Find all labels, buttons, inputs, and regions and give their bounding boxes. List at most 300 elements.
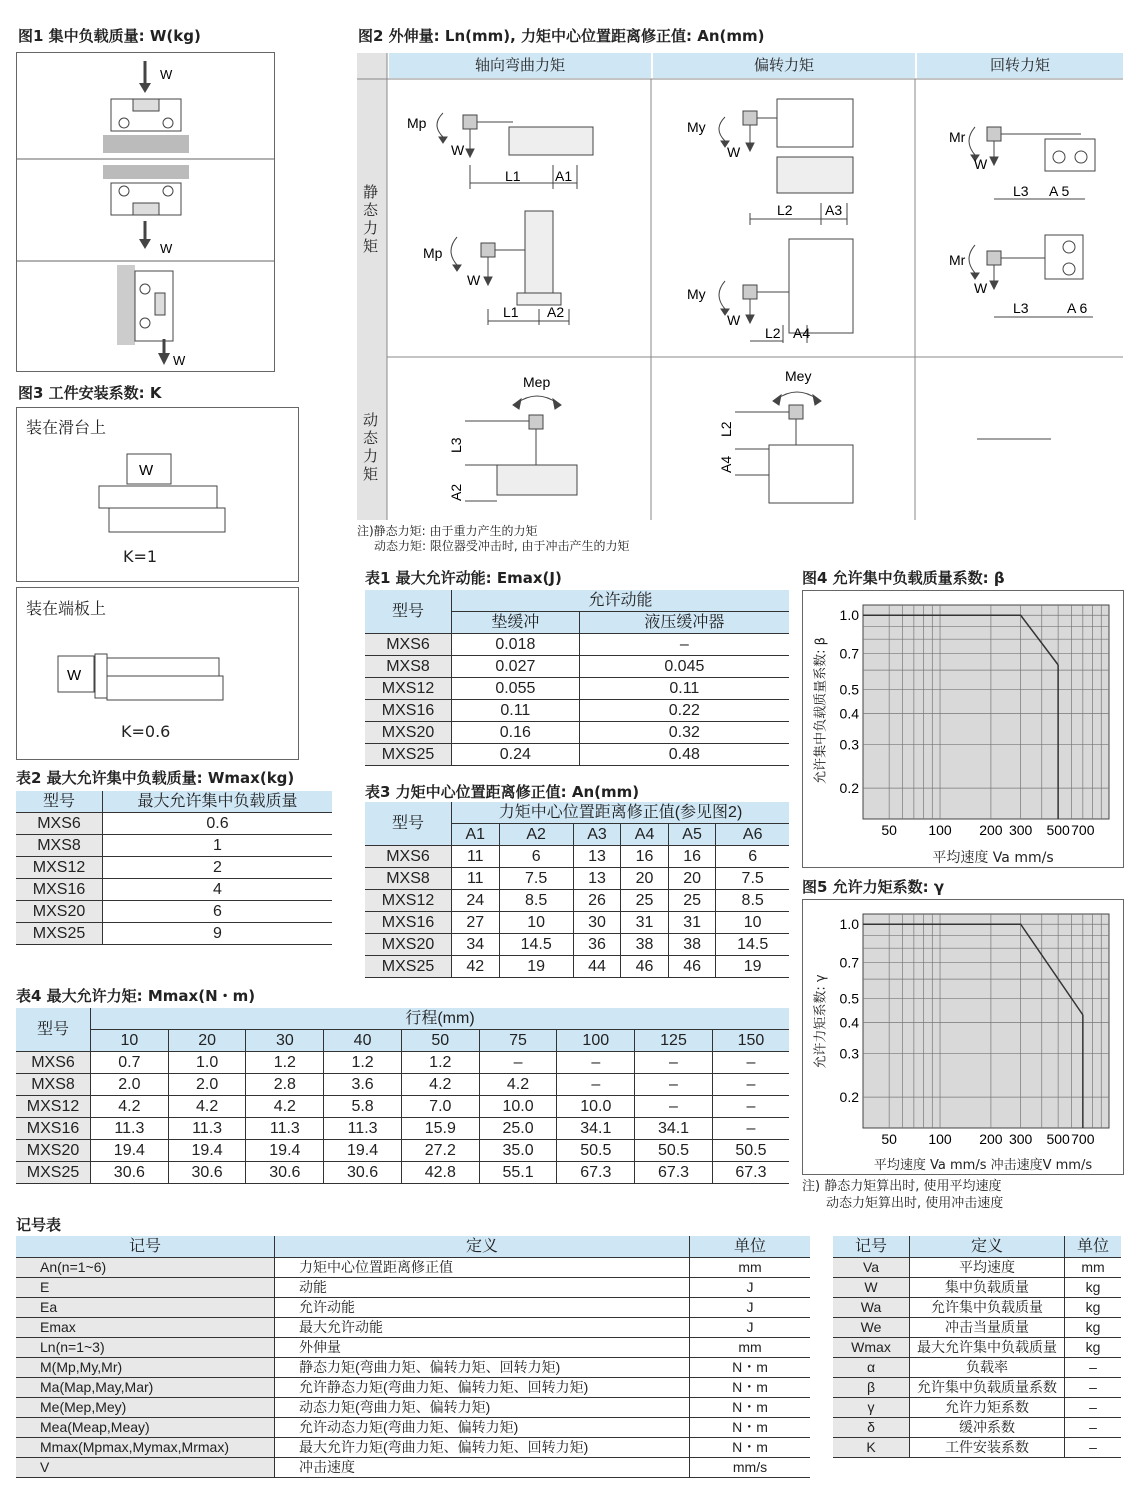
fig2-diagrams <box>357 53 1123 520</box>
fig4-xlabel: 平均速度 Va mm/s <box>932 850 1054 866</box>
fig2-l1-label: L1 <box>505 168 521 184</box>
table4-value-cell: 4.2 <box>168 1096 246 1118</box>
unit-cell: mm <box>1065 1258 1122 1278</box>
definition-cell: 集中负载质量 <box>910 1278 1065 1298</box>
table3-value-cell: 16 <box>668 846 716 868</box>
table1-value-cell: 0.22 <box>579 700 789 722</box>
x-tick-label: 500 <box>1046 822 1070 838</box>
symbols-table <box>16 1236 810 1478</box>
table1 <box>365 590 789 766</box>
table4-value-cell: – <box>712 1074 789 1096</box>
definition-cell: 允许集中负载质量 <box>910 1298 1065 1318</box>
table4-value-cell: 67.3 <box>557 1162 635 1184</box>
fig2-row-dynamic: 动态力矩 <box>363 411 379 483</box>
svg-text:A4: A4 <box>718 455 734 473</box>
fig5-chart <box>803 900 1123 1174</box>
table4-row <box>16 1052 789 1074</box>
table4-col-header: 125 <box>635 1030 713 1052</box>
y-tick-label: 0.7 <box>839 645 859 662</box>
y-tick-label: 0.4 <box>839 705 859 722</box>
fig4-ylabel: 允许集中负载质量系数: β <box>813 637 829 784</box>
symbol-cell: γ <box>833 1398 910 1418</box>
table1-value-cell: 0.018 <box>452 634 580 656</box>
table1-model-cell: MXS12 <box>365 678 452 700</box>
table3-value-cell: 13 <box>573 846 621 868</box>
symbol-row <box>833 1418 1121 1438</box>
table4-value-cell: – <box>479 1052 557 1074</box>
fig5-note-2: 动态力矩算出时, 使用冲击速度 <box>826 1196 1004 1211</box>
table4-value-cell: – <box>557 1052 635 1074</box>
fig4-title: 图4 允许集中负载质量系数: β <box>802 569 1005 587</box>
table4-value-cell: 10.0 <box>479 1096 557 1118</box>
fig2-title: 图2 外伸量: Ln(mm), 力矩中心位置距离修正值: An(mm) <box>358 27 765 45</box>
table2-title: 表2 最大允许集中负载质量: Wmax(kg) <box>16 769 295 787</box>
x-tick-label: 100 <box>928 822 952 838</box>
fig2-a2-label: A2 <box>547 304 565 320</box>
symbols-h-def: 定义 <box>275 1236 690 1258</box>
table3-value-cell: 10 <box>499 912 573 934</box>
table3-value-cell: 19 <box>499 956 573 978</box>
table3-model-cell: MXS20 <box>365 934 452 956</box>
unit-cell: kg <box>1065 1298 1122 1318</box>
svg-text:L2: L2 <box>718 421 734 437</box>
table3-value-cell: 6 <box>716 846 789 868</box>
symbol-cell: Mea(Meap,Meay) <box>16 1418 275 1438</box>
fig3-slide-diagram <box>17 448 298 548</box>
definition-cell: 最大允许动能 <box>275 1318 690 1338</box>
table3-value-cell: 34 <box>452 934 500 956</box>
table3-value-cell: 16 <box>621 846 669 868</box>
table2-row <box>16 813 332 835</box>
definition-cell: 工件安装系数 <box>910 1438 1065 1458</box>
table2-row <box>16 901 332 923</box>
table3-value-cell: 19 <box>716 956 789 978</box>
symbol-cell: K <box>833 1438 910 1458</box>
fig2-mp-label: Mp <box>407 115 427 131</box>
table1-model-cell: MXS20 <box>365 722 452 744</box>
unit-cell: N・m <box>690 1438 811 1458</box>
definition-cell: 力矩中心位置距离修正值 <box>275 1258 690 1278</box>
table2-model-cell: MXS12 <box>16 857 103 879</box>
definition-cell: 冲击速度 <box>275 1458 690 1478</box>
svg-text:W: W <box>173 353 186 368</box>
y-tick-label: 0.2 <box>839 1089 859 1106</box>
symbol-cell: Emax <box>16 1318 275 1338</box>
table3-row <box>365 912 789 934</box>
fig1-w-label: W <box>160 67 173 82</box>
unit-cell: N・m <box>690 1398 811 1418</box>
table2-h-model: 型号 <box>16 791 103 813</box>
table4-value-cell: 11.3 <box>246 1118 324 1140</box>
table4-value-cell: 1.0 <box>168 1052 246 1074</box>
table4-row <box>16 1162 789 1184</box>
fig2-a5-label: A 5 <box>1049 183 1070 199</box>
definition-cell: 缓冲系数 <box>910 1418 1065 1438</box>
fig5-note-1: 注) 静态力矩算出时, 使用平均速度 <box>802 1179 1002 1194</box>
table3-value-cell: 31 <box>621 912 669 934</box>
table4-value-cell: 3.6 <box>324 1074 402 1096</box>
table1-value-cell: 0.11 <box>579 678 789 700</box>
fig1-diagram <box>17 53 274 371</box>
table2-h-val: 最大允许集中负载质量 <box>103 791 333 813</box>
table3-value-cell: 24 <box>452 890 500 912</box>
table4-model-cell: MXS16 <box>16 1118 91 1140</box>
fig3-plate-label: 装在端板上 <box>26 599 107 618</box>
definition-cell: 允许集中负载质量系数 <box>910 1378 1065 1398</box>
table4-col-header: 10 <box>91 1030 169 1052</box>
fig5-xlabel: 平均速度 Va mm/s 冲击速度V mm/s <box>873 1158 1093 1173</box>
table1-model-cell: MXS25 <box>365 744 452 766</box>
table4-col-header: 50 <box>401 1030 479 1052</box>
table2-row <box>16 923 332 945</box>
table4 <box>16 1008 789 1184</box>
table2-value-cell: 2 <box>103 857 333 879</box>
table2-value-cell: 6 <box>103 901 333 923</box>
table1-value-cell: 0.32 <box>579 722 789 744</box>
symbol-row <box>833 1298 1121 1318</box>
svg-text:W: W <box>467 272 481 288</box>
table4-value-cell: 50.5 <box>635 1140 713 1162</box>
table4-value-cell: – <box>712 1052 789 1074</box>
unit-cell: kg <box>1065 1278 1122 1298</box>
fig3-w-label: W <box>67 667 82 684</box>
fig2-note-static: 注)静态力矩: 由于重力产生的力矩 <box>357 524 538 538</box>
symbol-row <box>16 1298 810 1318</box>
symbols2-h-def: 定义 <box>910 1236 1065 1258</box>
table4-value-cell: 11.3 <box>168 1118 246 1140</box>
fig1-title: 图1 集中负载质量: W(kg) <box>18 27 201 45</box>
table4-value-cell: 19.4 <box>246 1140 324 1162</box>
table3-value-cell: 42 <box>452 956 500 978</box>
x-tick-label: 50 <box>881 1131 897 1147</box>
fig3-plate-panel <box>16 587 299 760</box>
fig5-title: 图5 允许力矩系数: γ <box>802 878 945 896</box>
table1-row <box>365 700 789 722</box>
table4-row <box>16 1096 789 1118</box>
unit-cell: mm <box>690 1258 811 1278</box>
table4-value-cell: 50.5 <box>557 1140 635 1162</box>
x-tick-label: 700 <box>1071 822 1095 838</box>
table3-value-cell: 25 <box>621 890 669 912</box>
fig2-a1-label: A1 <box>555 168 573 184</box>
table3-value-cell: 6 <box>499 846 573 868</box>
table2 <box>16 791 332 945</box>
y-tick-label: 0.3 <box>839 1045 859 1062</box>
table2-row <box>16 879 332 901</box>
table4-value-cell: 1.2 <box>324 1052 402 1074</box>
unit-cell: J <box>690 1278 811 1298</box>
table2-model-cell: MXS6 <box>16 813 103 835</box>
table3-value-cell: 11 <box>452 846 500 868</box>
table1-value-cell: 0.055 <box>452 678 580 700</box>
table3-h-group: 力矩中心位置距离修正值(参见图2) <box>452 802 790 824</box>
table1-model-cell: MXS8 <box>365 656 452 678</box>
table1-h-a: 垫缓冲 <box>452 612 580 634</box>
unit-cell: – <box>1065 1398 1122 1418</box>
table4-value-cell: 4.2 <box>246 1096 324 1118</box>
symbols-title: 记号表 <box>16 1216 62 1234</box>
table3-col-header: A3 <box>573 824 621 846</box>
fig4-panel <box>802 590 1124 868</box>
symbol-cell: Me(Mep,Mey) <box>16 1398 275 1418</box>
table3-value-cell: 26 <box>573 890 621 912</box>
table3-col-header: A4 <box>621 824 669 846</box>
table4-value-cell: 1.2 <box>401 1052 479 1074</box>
svg-text:W: W <box>727 144 741 160</box>
symbol-row <box>16 1398 810 1418</box>
fig2-a3-label: A3 <box>825 202 843 218</box>
table2-value-cell: 1 <box>103 835 333 857</box>
fig2-panel <box>357 53 1123 520</box>
fig3-plate-diagram <box>17 648 298 708</box>
symbols-table-2 <box>833 1236 1121 1458</box>
table4-value-cell: 4.2 <box>401 1074 479 1096</box>
symbol-row <box>16 1278 810 1298</box>
table4-model-cell: MXS12 <box>16 1096 91 1118</box>
symbol-row <box>833 1378 1121 1398</box>
table1-row <box>365 744 789 766</box>
x-tick-label: 700 <box>1071 1131 1095 1147</box>
table4-value-cell: 50.5 <box>712 1140 789 1162</box>
table4-title: 表4 最大允许力矩: Mmax(N・m) <box>16 987 256 1005</box>
symbol-cell: β <box>833 1378 910 1398</box>
table4-value-cell: 34.1 <box>635 1118 713 1140</box>
table1-value-cell: 0.045 <box>579 656 789 678</box>
svg-text:Mp: Mp <box>423 245 443 261</box>
table4-value-cell: – <box>712 1096 789 1118</box>
svg-text:L3: L3 <box>448 437 464 453</box>
table4-value-cell: 35.0 <box>479 1140 557 1162</box>
definition-cell: 动能 <box>275 1278 690 1298</box>
symbol-cell: Wa <box>833 1298 910 1318</box>
symbols-h-sym: 记号 <box>16 1236 275 1258</box>
table3-model-cell: MXS25 <box>365 956 452 978</box>
symbol-row <box>16 1378 810 1398</box>
table3-value-cell: 14.5 <box>716 934 789 956</box>
table4-value-cell: – <box>557 1074 635 1096</box>
table3-value-cell: 38 <box>621 934 669 956</box>
table4-h-model: 型号 <box>16 1008 91 1052</box>
table4-value-cell: 19.4 <box>324 1140 402 1162</box>
table4-col-header: 20 <box>168 1030 246 1052</box>
symbol-cell: We <box>833 1318 910 1338</box>
table3-value-cell: 7.5 <box>716 868 789 890</box>
table3-row <box>365 956 789 978</box>
table3-value-cell: 46 <box>621 956 669 978</box>
fig2-col-roll: 回转力矩 <box>917 53 1123 78</box>
table4-col-header: 100 <box>557 1030 635 1052</box>
table4-model-cell: MXS25 <box>16 1162 91 1184</box>
table3-h-model: 型号 <box>365 802 452 846</box>
fig2-a6-label: A 6 <box>1067 300 1088 316</box>
table1-value-cell: 0.16 <box>452 722 580 744</box>
svg-text:W: W <box>974 280 988 296</box>
symbol-cell: Ln(n=1~3) <box>16 1338 275 1358</box>
table1-row <box>365 678 789 700</box>
symbol-cell: α <box>833 1358 910 1378</box>
table3-value-cell: 14.5 <box>499 934 573 956</box>
unit-cell: – <box>1065 1358 1122 1378</box>
svg-text:L3: L3 <box>1013 300 1029 316</box>
table1-value-cell: – <box>579 634 789 656</box>
table3-value-cell: 20 <box>668 868 716 890</box>
y-tick-label: 0.3 <box>839 736 859 753</box>
symbol-cell: Wmax <box>833 1338 910 1358</box>
table4-value-cell: 4.2 <box>479 1074 557 1096</box>
table3-row <box>365 934 789 956</box>
table3-value-cell: 30 <box>573 912 621 934</box>
definition-cell: 冲击当量质量 <box>910 1318 1065 1338</box>
symbol-row <box>16 1318 810 1338</box>
x-tick-label: 200 <box>979 1131 1003 1147</box>
definition-cell: 静态力矩(弯曲力矩、偏转力矩、回转力矩) <box>275 1358 690 1378</box>
table4-value-cell: 55.1 <box>479 1162 557 1184</box>
definition-cell: 负载率 <box>910 1358 1065 1378</box>
unit-cell: N・m <box>690 1418 811 1438</box>
fig2-mey-label: Mey <box>785 368 812 384</box>
table1-model-cell: MXS16 <box>365 700 452 722</box>
table3-col-header: A5 <box>668 824 716 846</box>
unit-cell: mm/s <box>690 1458 811 1478</box>
symbol-row <box>16 1458 810 1478</box>
table2-row <box>16 857 332 879</box>
table4-value-cell: 7.0 <box>401 1096 479 1118</box>
fig2-my-label: My <box>687 119 706 135</box>
x-tick-label: 300 <box>1008 1131 1033 1147</box>
fig3-title: 图3 工件安装系数: K <box>18 384 162 402</box>
table3-value-cell: 44 <box>573 956 621 978</box>
table4-value-cell: 11.3 <box>324 1118 402 1140</box>
symbol-cell: M(Mp,My,Mr) <box>16 1358 275 1378</box>
unit-cell: J <box>690 1318 811 1338</box>
plot-area <box>863 914 1109 1128</box>
definition-cell: 最大允许力矩(弯曲力矩、偏转力矩、回转力矩) <box>275 1438 690 1458</box>
svg-text:A2: A2 <box>448 483 464 501</box>
fig2-l3-label: L3 <box>1013 183 1029 199</box>
y-tick-label: 0.2 <box>839 780 859 797</box>
fig2-l2-label: L2 <box>777 202 793 218</box>
svg-text:My: My <box>687 286 706 302</box>
unit-cell: N・m <box>690 1358 811 1378</box>
definition-cell: 动态力矩(弯曲力矩、偏转力矩) <box>275 1398 690 1418</box>
definition-cell: 允许动态力矩(弯曲力矩、偏转力矩) <box>275 1418 690 1438</box>
table1-model-cell: MXS6 <box>365 634 452 656</box>
table4-value-cell: 2.8 <box>246 1074 324 1096</box>
table3-col-header: A1 <box>452 824 500 846</box>
y-tick-label: 0.4 <box>839 1014 859 1031</box>
table3-model-cell: MXS8 <box>365 868 452 890</box>
table4-value-cell: 27.2 <box>401 1140 479 1162</box>
table3-row <box>365 868 789 890</box>
fig2-col-yaw: 偏转力矩 <box>653 53 915 78</box>
table4-model-cell: MXS20 <box>16 1140 91 1162</box>
table2-model-cell: MXS20 <box>16 901 103 923</box>
symbols-h-unit: 单位 <box>690 1236 811 1258</box>
table3-row <box>365 846 789 868</box>
symbol-row <box>833 1398 1121 1418</box>
table4-value-cell: 5.8 <box>324 1096 402 1118</box>
symbol-cell: Ea <box>16 1298 275 1318</box>
symbol-cell: δ <box>833 1418 910 1438</box>
svg-text:W: W <box>727 312 741 328</box>
table4-model-cell: MXS6 <box>16 1052 91 1074</box>
table2-model-cell: MXS8 <box>16 835 103 857</box>
table3 <box>365 802 789 978</box>
symbols2-h-sym: 记号 <box>833 1236 910 1258</box>
table3-value-cell: 13 <box>573 868 621 890</box>
symbol-cell: An(n=1~6) <box>16 1258 275 1278</box>
table4-value-cell: 30.6 <box>91 1162 169 1184</box>
fig2-mr-label: Mr <box>949 129 966 145</box>
fig3-slide-k: K=1 <box>123 547 158 566</box>
y-tick-label: 1.0 <box>839 607 859 624</box>
symbol-row <box>833 1318 1121 1338</box>
table2-value-cell: 9 <box>103 923 333 945</box>
definition-cell: 允许力矩系数 <box>910 1398 1065 1418</box>
fig2-a4-label: A4 <box>793 325 811 341</box>
x-tick-label: 50 <box>881 822 897 838</box>
table4-value-cell: – <box>635 1074 713 1096</box>
y-tick-label: 1.0 <box>839 916 859 933</box>
table3-model-cell: MXS12 <box>365 890 452 912</box>
x-tick-label: 300 <box>1008 822 1033 838</box>
svg-text:W: W <box>160 241 173 256</box>
table3-value-cell: 10 <box>716 912 789 934</box>
table3-value-cell: 46 <box>668 956 716 978</box>
table4-value-cell: 19.4 <box>91 1140 169 1162</box>
symbol-row <box>833 1278 1121 1298</box>
table3-row <box>365 890 789 912</box>
table4-value-cell: – <box>635 1052 713 1074</box>
unit-cell: N・m <box>690 1378 811 1398</box>
symbol-row <box>833 1258 1121 1278</box>
table4-value-cell: 11.3 <box>91 1118 169 1140</box>
table3-col-header: A6 <box>716 824 789 846</box>
fig2-row-static: 静态力矩 <box>363 183 379 255</box>
table1-h-b: 液压缓冲器 <box>579 612 789 634</box>
table1-value-cell: 0.11 <box>452 700 580 722</box>
table4-value-cell: 4.2 <box>91 1096 169 1118</box>
table3-value-cell: 11 <box>452 868 500 890</box>
plot-area <box>863 605 1109 819</box>
definition-cell: 允许动能 <box>275 1298 690 1318</box>
svg-text:L1: L1 <box>503 304 519 320</box>
table4-value-cell: 15.9 <box>401 1118 479 1140</box>
unit-cell: – <box>1065 1378 1122 1398</box>
svg-text:W: W <box>451 142 465 158</box>
svg-text:Mr: Mr <box>949 252 966 268</box>
table3-value-cell: 8.5 <box>716 890 789 912</box>
table4-col-header: 40 <box>324 1030 402 1052</box>
table4-value-cell: 42.8 <box>401 1162 479 1184</box>
table4-value-cell: 30.6 <box>246 1162 324 1184</box>
table2-row <box>16 835 332 857</box>
table4-value-cell: 0.7 <box>91 1052 169 1074</box>
y-tick-label: 0.5 <box>839 990 859 1007</box>
unit-cell: – <box>1065 1438 1122 1458</box>
table4-value-cell: 30.6 <box>324 1162 402 1184</box>
table2-value-cell: 4 <box>103 879 333 901</box>
symbol-row <box>16 1258 810 1278</box>
symbol-cell: Ma(Map,May,Mar) <box>16 1378 275 1398</box>
symbol-cell: W <box>833 1278 910 1298</box>
table4-value-cell: 30.6 <box>168 1162 246 1184</box>
table4-model-cell: MXS8 <box>16 1074 91 1096</box>
symbol-row <box>16 1438 810 1458</box>
table4-value-cell: 10.0 <box>557 1096 635 1118</box>
table3-value-cell: 7.5 <box>499 868 573 890</box>
table3-value-cell: 36 <box>573 934 621 956</box>
